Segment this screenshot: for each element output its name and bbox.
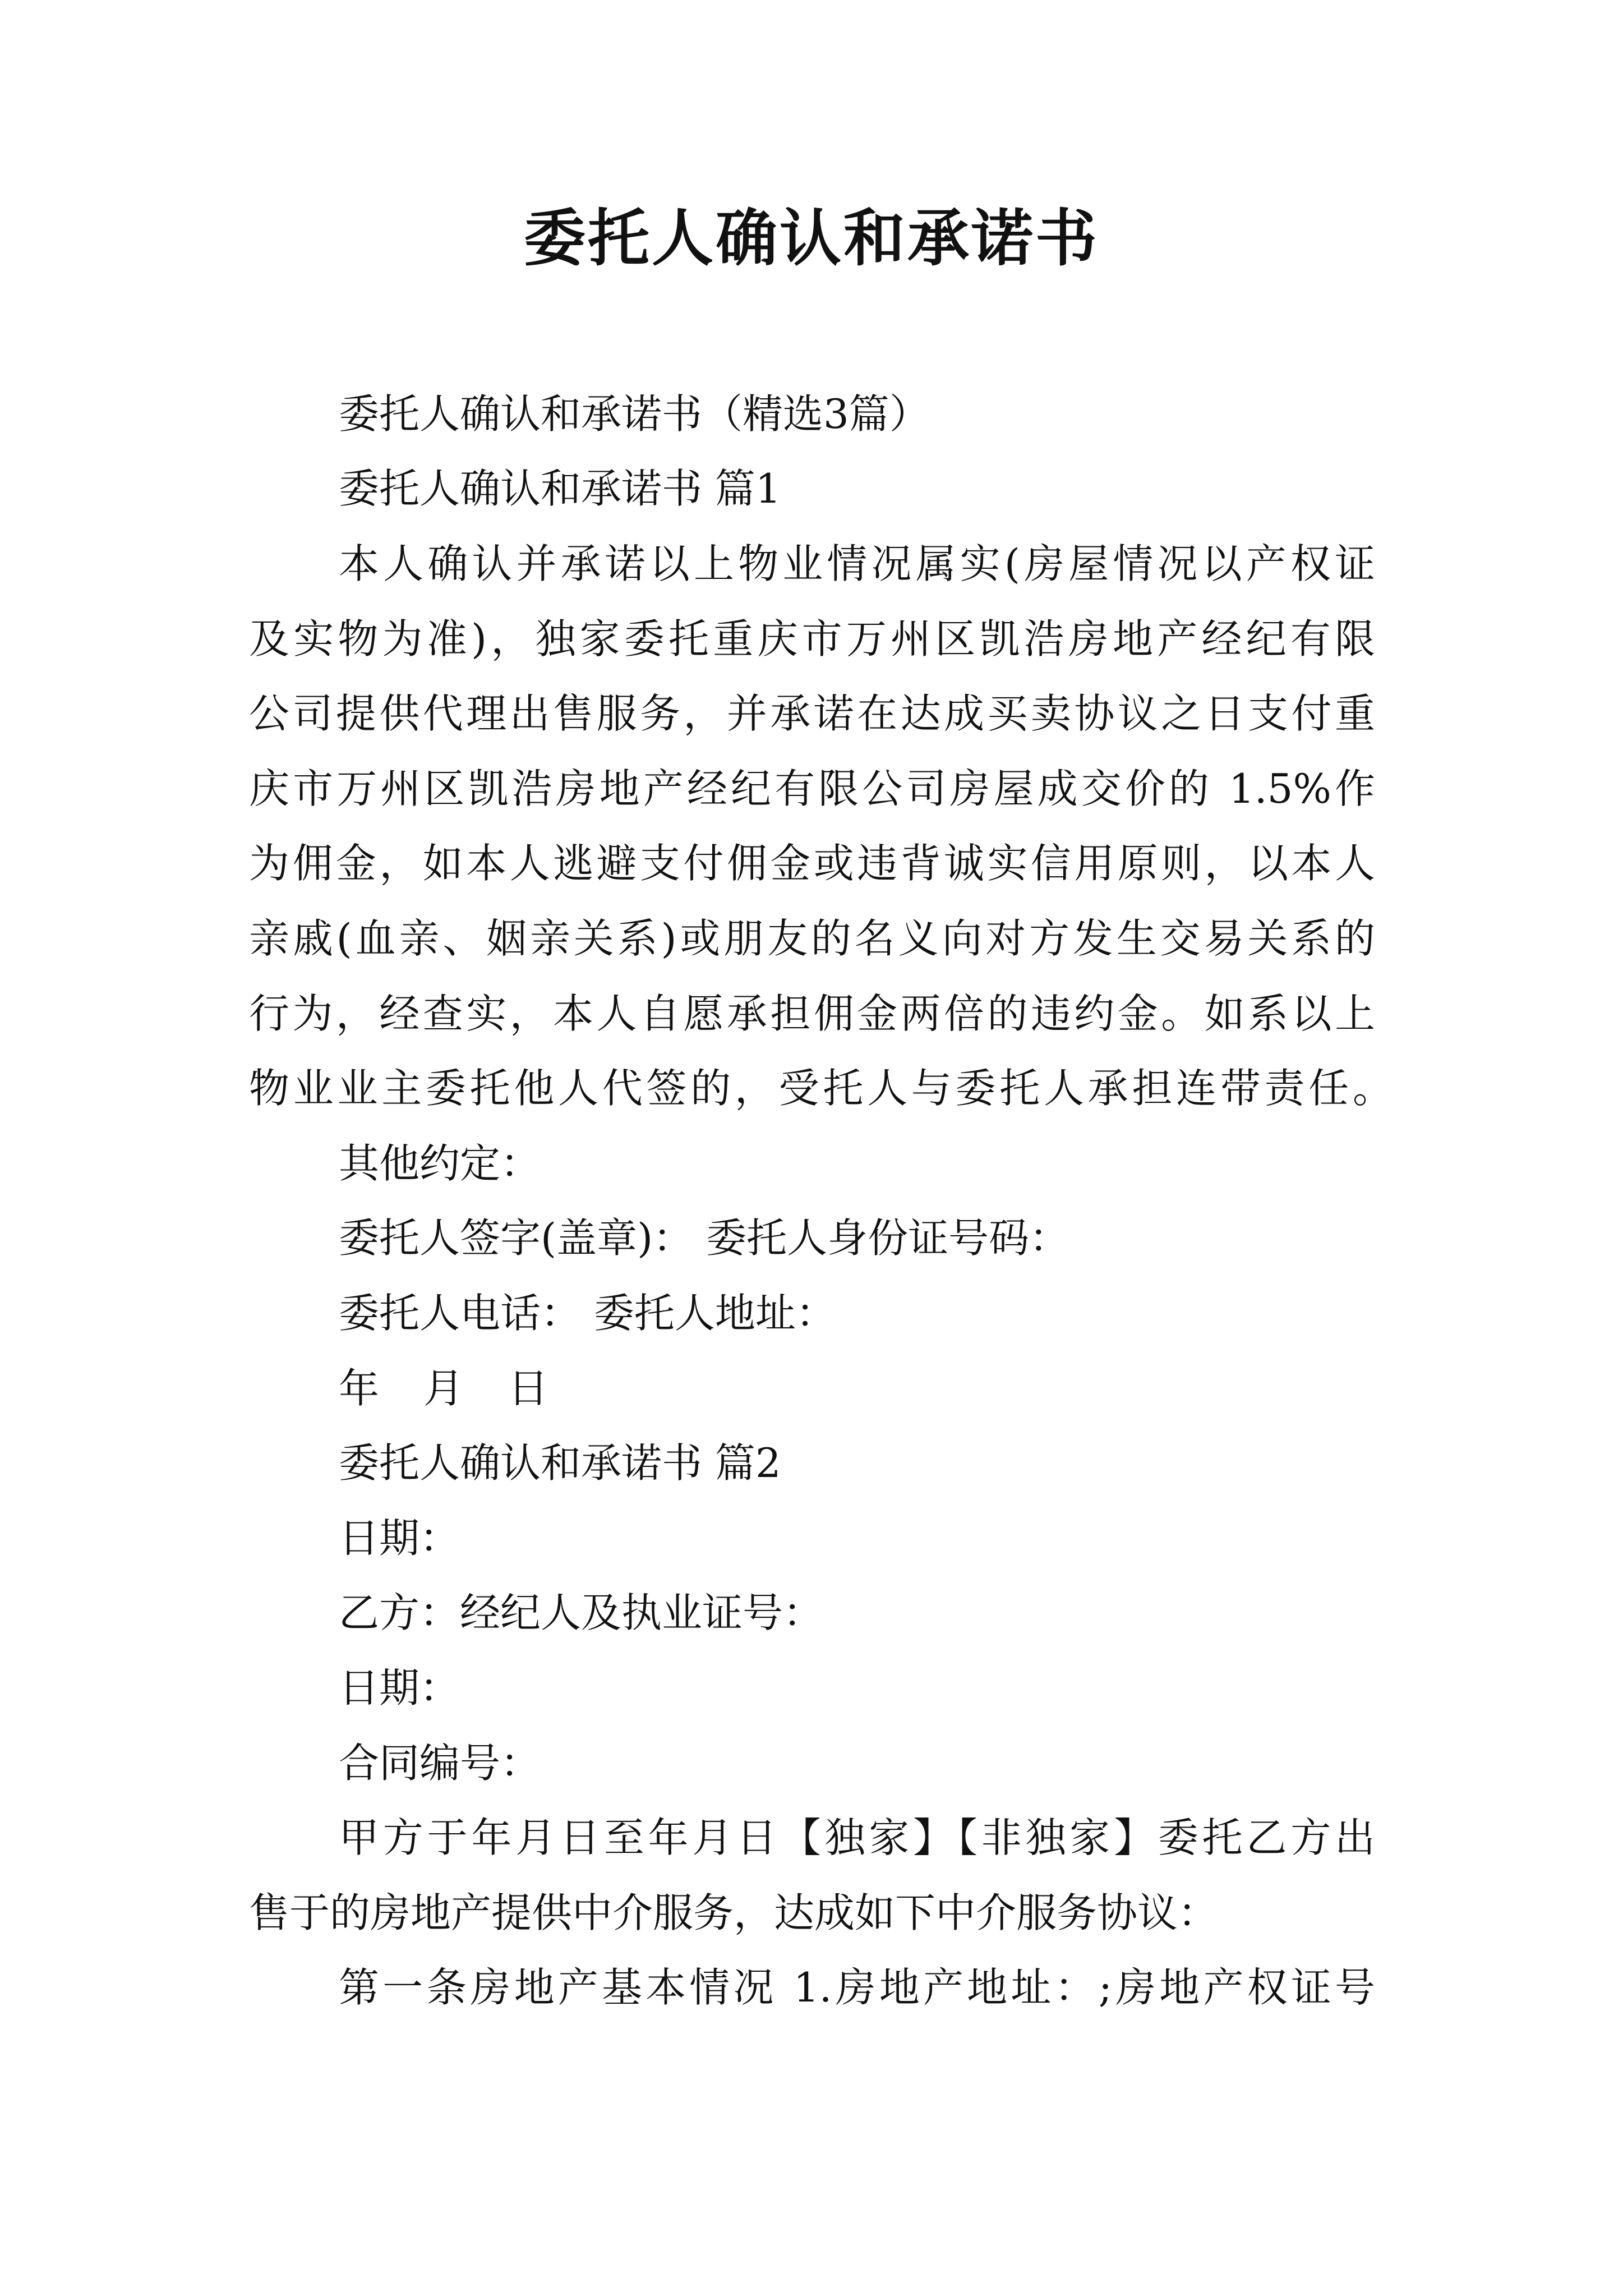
paragraph-line: 第一条房地产基本情况 1.房地产地址：;房地产权证号 [339,1964,1375,2011]
paragraph-line: 本人确认并承诺以上物业情况属实(房屋情况以产权证 [339,540,1375,587]
paragraph-line: 售于的房地产提供中介服务，达成如下中介服务协议： [249,1889,1219,1936]
paragraph-line: 甲方于年月日至年月日【独家】【非独家】委托乙方出 [339,1814,1375,1861]
section-heading-1: 委托人确认和承诺书 篇1 [339,465,781,512]
other-terms-label: 其他约定： [339,1140,541,1187]
contact-line: 委托人电话： 委托人地址： [339,1290,836,1337]
signature-line: 委托人签字(盖章)： 委托人身份证号码： [339,1214,1070,1262]
document-title: 委托人确认和承诺书 [524,202,1099,274]
subtitle-line: 委托人确认和承诺书（精选3篇） [339,390,930,438]
contract-number-field: 合同编号： [339,1740,541,1787]
paragraph-line: 物业业主委托他人代签的，受托人与委托人承担连带责任。 [249,1065,1393,1112]
paragraph-line: 为佣金，如本人逃避支付佣金或违背诚实信用原则，以本人 [249,840,1375,887]
paragraph-line: 亲戚(血亲、姻亲关系)或朋友的名义向对方发生交易关系的 [249,915,1375,962]
party-b-field: 乙方：经纪人及执业证号： [339,1589,824,1636]
paragraph-line: 庆市万州区凯浩房地产经纪有限公司房屋成交价的 1.5%作 [249,765,1375,812]
paragraph-line: 行为，经查实，本人自愿承担佣金两倍的违约金。如系以上 [249,990,1375,1037]
date-field: 日期： [339,1664,460,1711]
date-field: 日期： [339,1515,460,1562]
date-line: 年 月 日 [339,1365,564,1412]
paragraph-line: 公司提供代理出售服务，并承诺在达成买卖协议之日支付重 [249,690,1375,737]
section-heading-2: 委托人确认和承诺书 篇2 [339,1439,781,1487]
paragraph-line: 及实物为准)，独家委托重庆市万州区凯浩房地产经纪有限 [249,615,1375,662]
